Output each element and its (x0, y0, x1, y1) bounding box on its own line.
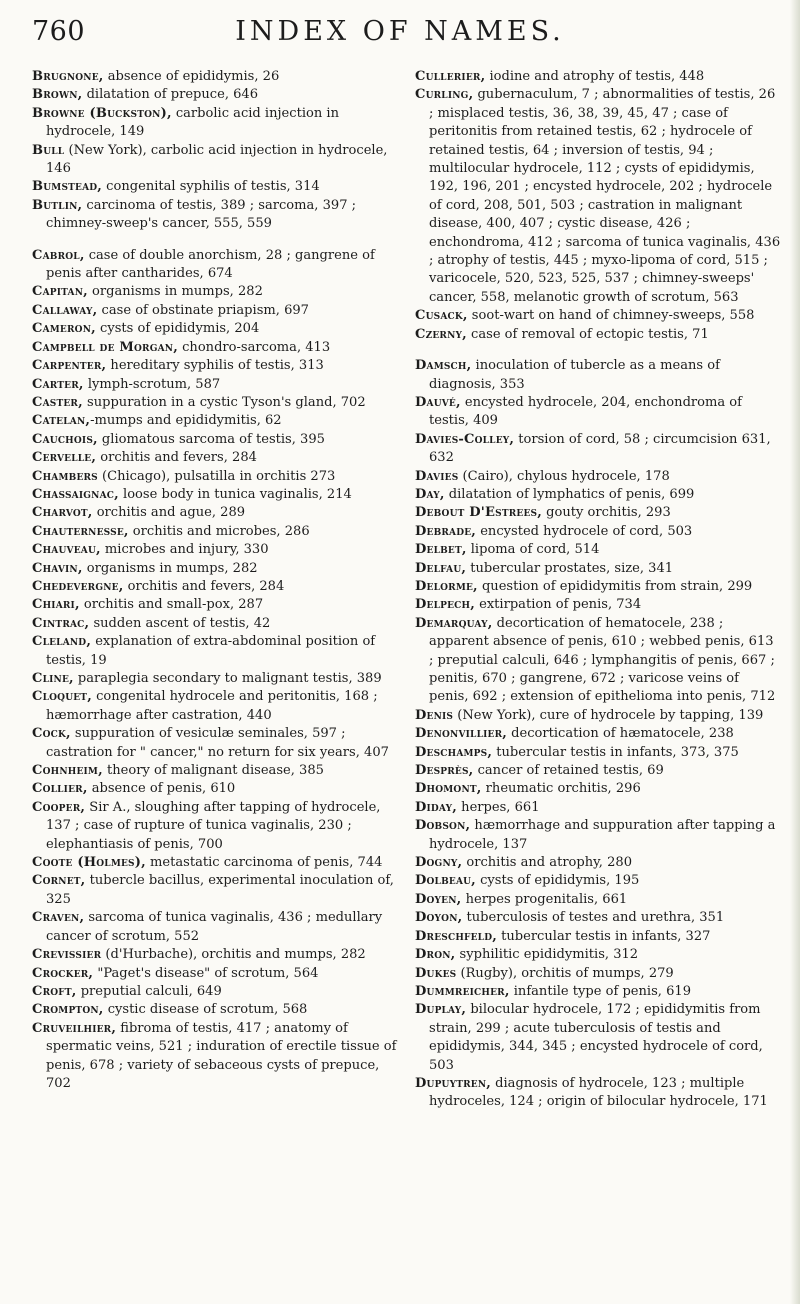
index-entry (415, 326, 782, 344)
entry-text: iodine and atrophy of testis, 448 (485, 69, 705, 84)
index-entry (32, 983, 399, 1001)
entry-name: Delorme, (415, 578, 478, 594)
entry-name: Dhomont, (415, 781, 482, 797)
entry-text: syphilitic epididymitis, 312 (455, 947, 639, 963)
index-entry (32, 412, 399, 430)
entry-name: Debrade, (415, 523, 477, 539)
entry-text: (New York), cure of hydrocele by tapping, 139 (453, 707, 764, 723)
index-entry (32, 68, 399, 86)
entry-text: hæmorrhage and suppuration after tapping a hydrocele, 137 (429, 818, 776, 852)
page-edge (790, 0, 800, 1304)
index-entry (32, 670, 399, 688)
entry-text: gouty orchitis, 293 (541, 505, 671, 521)
entry-name: Chavin, (32, 560, 83, 576)
entry-text: bilocular hydrocele, 172 ; epididymitis from strain, 299 ; acute tuberculosis of testis and epididymis, 344, 345 ; encysted hydrocele of cord, 503 (429, 1002, 763, 1073)
entry-name: Chassaignac, (32, 486, 119, 502)
index-entry (32, 615, 399, 633)
index-entry (415, 560, 782, 578)
index-entry (32, 965, 399, 983)
entry-name: Crocker, (32, 965, 94, 981)
entry-text: orchitis and ague, 289 (92, 505, 246, 521)
index-entry (32, 596, 399, 614)
entry-text: sarcoma of tunica vaginalis, 436 ; medullary cancer of scrotum, 552 (46, 910, 383, 944)
index-entry (415, 468, 782, 486)
index-entry (415, 504, 782, 522)
entry-name: Davies (415, 468, 459, 484)
entry-text: infantile type of penis, 619 (509, 983, 691, 999)
entry-name: Denonvillier, (415, 726, 508, 742)
index-entry (415, 854, 782, 872)
index-entry (415, 615, 782, 707)
index-entry (32, 376, 399, 394)
entry-text: orchitis and microbes, 286 (128, 523, 310, 539)
entry-name: Curling, (415, 87, 474, 103)
index-entry (32, 486, 399, 504)
entry-name: Butlin, (32, 197, 83, 213)
entry-text: cysts of epididymis, 204 (95, 321, 260, 337)
entry-text: decortication of hæmatocele, 238 (507, 726, 734, 742)
page-header (32, 10, 768, 50)
entry-name: Crevissier (32, 947, 102, 963)
entry-text: dilatation of lymphatics of penis, 699 (444, 486, 695, 502)
entry-name: Damsch, (415, 358, 472, 374)
entry-text: orchitis and atrophy, 280 (462, 855, 632, 871)
entry-name: Davies-Colley, (415, 431, 515, 447)
index-entry (415, 86, 782, 307)
entry-name: Cruveilhier, (32, 1020, 117, 1036)
index-column-right (415, 68, 782, 1294)
entry-name: Coote (Holmes), (32, 855, 146, 871)
entry-text: carbolic acid injection in hydrocele, 149 (46, 105, 339, 140)
entry-name: Callaway, (32, 302, 98, 318)
index-entry (415, 523, 782, 541)
index-entry (32, 725, 399, 762)
index-entry (32, 1001, 399, 1019)
entry-text: congenital syphilis of testis, 314 (102, 179, 320, 195)
entry-name: Cline, (32, 671, 74, 686)
entry-name: Delpech, (415, 597, 475, 613)
entry-text: (Cairo), chylous hydrocele, 178 (458, 468, 670, 484)
entry-text: tubercular testis in infants, 373, 375 (492, 744, 739, 760)
entry-name: Cabrol, (32, 247, 85, 263)
index-entry (415, 780, 782, 798)
entry-text: rheumatic orchitis, 296 (481, 781, 641, 797)
entry-text: sudden ascent of testis, 42 (89, 615, 271, 631)
entry-name: Crompton, (32, 1002, 104, 1018)
index-entry (415, 909, 782, 927)
entry-name: Dobson, (415, 818, 471, 834)
entry-name: Delfau, (415, 560, 467, 576)
entry-name: Cock, (32, 726, 71, 742)
entry-text: cancer of retained testis, 69 (473, 763, 664, 779)
page-title: INDEX OF NAMES. (235, 16, 565, 47)
index-entry (415, 928, 782, 946)
entry-name: Catelan, (32, 413, 91, 429)
index-entry (32, 872, 399, 909)
entry-name: Doyon, (415, 910, 463, 926)
entry-text: encysted hydrocele, 204, enchondroma of testis, 409 (429, 394, 742, 429)
entry-name: Capitan, (32, 284, 88, 300)
index-entry (32, 320, 399, 338)
entry-name: Cleland, (32, 634, 92, 650)
index-entry (32, 560, 399, 578)
index-entry (415, 1075, 782, 1112)
entry-text: suppuration in a cystic Tyson's gland, 702 (82, 394, 366, 410)
index-entry (32, 431, 399, 449)
index-entry (32, 633, 399, 670)
entry-name: Duplay, (415, 1002, 467, 1018)
entry-text: suppuration of vesiculæ seminales, 597 ; castration for " cancer," no return for six years, 407 (46, 726, 389, 760)
entry-name: Dupuytren, (415, 1075, 492, 1091)
entry-text: orchitis and fevers, 284 (123, 578, 285, 594)
entry-name: Chambers (32, 468, 98, 484)
index-entry (415, 762, 782, 780)
entry-text: case of removal of ectopic testis, 71 (466, 326, 709, 342)
entry-text: cystic disease of scrotum, 568 (103, 1002, 308, 1018)
index-entry (32, 946, 399, 964)
index-entry (32, 302, 399, 320)
index-entry (32, 688, 399, 725)
entry-name: Doyen, (415, 891, 462, 907)
page-number: 760 (32, 16, 86, 47)
index-entry (415, 357, 782, 394)
entry-text: explanation of extra-abdominal position of testis, 19 (46, 634, 376, 668)
entry-text: orchitis and fevers, 284 (96, 450, 257, 466)
entry-text: fibroma of testis, 417 ; anatomy of spermatic veins, 521 ; induration of erectile tissue of penis, 678 ; variety of sebaceous cysts of prepuce, 702 (46, 1020, 397, 1091)
entry-name: Carter, (32, 376, 84, 392)
entry-text: metastatic carcinoma of penis, 744 (145, 855, 383, 871)
entry-text: tubercular testis in infants, 327 (496, 928, 711, 944)
entry-text: (Rugby), orchitis of mumps, 279 (456, 965, 674, 981)
entry-name: Campbell de Morgan, (32, 339, 178, 355)
entry-name: Dukes (415, 965, 457, 981)
entry-text: hereditary syphilis of testis, 313 (106, 358, 324, 374)
entry-name: Croft, (32, 983, 77, 999)
entry-text: tubercular prostates, size, 341 (466, 560, 674, 576)
index-entry (32, 468, 399, 486)
entry-text: decortication of hematocele, 238 ; apparent absence of penis, 610 ; webbed penis, 613 ; preputial calculi, 646 ; lymphangitis of penis, 667 ; penitis, 670 ; gangrene, 672 ; varicose veins of penis, 692 ; extension of epithelioma into penis, 712 (429, 615, 776, 705)
index-entry (415, 891, 782, 909)
index-entry (32, 197, 399, 234)
entry-name: Czerny, (415, 326, 467, 342)
entry-text: extirpation of penis, 734 (474, 597, 642, 613)
entry-text: paraplegia secondary to malignant testis, 389 (73, 671, 382, 686)
entry-text: tuberculosis of testes and urethra, 351 (462, 910, 725, 926)
entry-text: theory of malignant disease, 385 (102, 763, 324, 779)
entry-name: Dolbeau, (415, 873, 476, 889)
entry-text: case of double anorchism, 28 ; gangrene of penis after cantharides, 674 (46, 247, 375, 282)
entry-name: Cameron, (32, 321, 96, 337)
index-entry (32, 504, 399, 522)
entry-name: Deschamps, (415, 744, 493, 760)
entry-text: Sir A., sloughing after tapping of hydrocele, 137 ; case of rupture of tunica vaginalis, 230 ; elephantiasis of penis, 700 (46, 799, 381, 852)
entry-text: carcinoma of testis, 389 ; sarcoma, 397 ; chimney-sweep's cancer, 555, 559 (46, 197, 357, 232)
entry-text: soot-wart on hand of chimney-sweeps, 558 (467, 308, 755, 324)
entry-text: absence of penis, 610 (87, 781, 236, 797)
index-entry (415, 965, 782, 983)
entry-name: Cooper, (32, 799, 86, 815)
entry-name: Dron, (415, 947, 456, 963)
entry-name: Chedevergne, (32, 578, 124, 594)
entry-name: Denis (415, 707, 454, 723)
entry-text: encysted hydrocele of cord, 503 (476, 523, 693, 539)
index-entry (32, 909, 399, 946)
index-entry (32, 541, 399, 559)
entry-name: Cusack, (415, 308, 468, 324)
entry-name: Dauvé, (415, 394, 461, 410)
entry-text: case of obstinate priapism, 697 (97, 302, 309, 318)
index-entry (415, 307, 782, 325)
entry-name: Browne (Buckston), (32, 105, 172, 121)
index-entry (415, 578, 782, 596)
entry-text: (d'Hurbache), orchitis and mumps, 282 (101, 947, 366, 963)
entry-text: lipoma of cord, 514 (466, 542, 600, 558)
entry-text: microbes and injury, 330 (100, 542, 269, 558)
entry-text: gliomatous sarcoma of testis, 395 (97, 431, 325, 447)
index-entry (32, 780, 399, 798)
entry-text: loose body in tunica vaginalis, 214 (118, 486, 352, 502)
index-entry (32, 105, 399, 142)
entry-text: absence of epididymis, 26 (103, 69, 280, 84)
entry-name: Dummreicher, (415, 983, 510, 999)
index-entry (415, 707, 782, 725)
entry-text: organisms in mumps, 282 (87, 284, 263, 300)
entry-name: Dogny, (415, 855, 463, 871)
index-entry (415, 983, 782, 1001)
entry-text: -mumps and epididymitis, 62 (90, 413, 282, 429)
entry-name: Dreschfeld, (415, 928, 497, 944)
index-entry (415, 725, 782, 743)
entry-name: Bull (32, 142, 65, 158)
entry-name: Cauchois, (32, 431, 98, 447)
index-entry (415, 394, 782, 431)
entry-name: Chiari, (32, 597, 80, 613)
index-column-left (32, 68, 399, 1294)
index-entry (415, 596, 782, 614)
entry-name: Cloquet, (32, 689, 92, 705)
entry-text: cysts of epididymis, 195 (475, 873, 640, 889)
index-entry (32, 799, 399, 854)
entry-name: Brown, (32, 87, 83, 103)
index-entry (32, 283, 399, 301)
index-entry (415, 946, 782, 964)
entry-text: congenital hydrocele and peritonitis, 168 ; hæmorrhage after castration, 440 (46, 689, 378, 723)
index-entry (415, 744, 782, 762)
entry-name: Craven, (32, 910, 85, 926)
index-entry (415, 1001, 782, 1075)
entry-text: chondro-sarcoma, 413 (177, 339, 331, 355)
index-entry (415, 431, 782, 468)
entry-text: preputial calculi, 649 (76, 983, 222, 999)
entry-text: (Chicago), pulsatilla in orchitis 273 (97, 468, 336, 484)
entry-name: Brugnone, (32, 69, 104, 84)
index-entry (415, 486, 782, 504)
entry-text: dilatation of prepuce, 646 (82, 87, 259, 103)
index-columns (32, 68, 782, 1294)
entry-name: Day, (415, 486, 445, 502)
entry-name: Cervelle, (32, 450, 97, 466)
index-entry (32, 247, 399, 284)
entry-name: Cullerier, (415, 69, 486, 84)
entry-name: Cornet, (32, 873, 86, 889)
entry-text: inoculation of tubercle as a means of diagnosis, 353 (429, 358, 720, 392)
index-entry (32, 449, 399, 467)
entry-name: Demarquay, (415, 615, 493, 631)
entry-text: "Paget's disease" of scrotum, 564 (93, 965, 319, 981)
entry-name: Collier, (32, 781, 88, 797)
entry-text: organisms in mumps, 282 (82, 560, 258, 576)
entry-name: Carpenter, (32, 358, 107, 374)
entry-name: Diday, (415, 799, 458, 815)
entry-name: Charvot, (32, 505, 93, 521)
entry-name: Desprès, (415, 763, 474, 779)
index-entry (32, 854, 399, 872)
index-entry (32, 578, 399, 596)
entry-name: Bumstead, (32, 179, 103, 195)
entry-text: (New York), carbolic acid injection in hydrocele, 146 (46, 142, 388, 177)
index-entry (415, 799, 782, 817)
entry-text: orchitis and small-pox, 287 (79, 597, 264, 613)
entry-name: Delbet, (415, 542, 467, 558)
entry-text: gubernaculum, 7 ; abnormalities of testis, 26 ; misplaced testis, 36, 38, 39, 45, 47 ; case of peritonitis from retained testis, 62 ; hydrocele of retained testis, 64 ; inversion of testis, 94 ; multilocular hydrocele, 112 ; cysts of epididymis, 192, 196, 201 ; encysted hydrocele, 202 ; hydrocele of cord, 208, 501, 503 ; castration in malignant disease, 400, 407 ; cystic disease, 426 ; enchondroma, 412 ; sarcoma of tunica vaginalis, 436 ; atrophy of testis, 445 ; myxo-lipoma of cord, 515 ; varicocele, 520, 523, 525, 537 ; chimney-sweeps' cancer, 558, melanotic growth of scrotum, 563 (429, 87, 781, 305)
index-entry (32, 762, 399, 780)
entry-text: diagnosis of hydrocele, 123 ; multiple hydroceles, 124 ; origin of bilocular hydrocele, 171 (429, 1075, 768, 1110)
index-entry (32, 339, 399, 357)
entry-text: torsion of cord, 58 ; circumcision 631, 632 (429, 431, 771, 466)
index-entry (32, 357, 399, 375)
entry-name: Caster, (32, 394, 83, 410)
index-entry (32, 394, 399, 412)
entry-text: question of epididymitis from strain, 299 (477, 578, 753, 594)
entry-text: tubercle bacillus, experimental inoculation of, 325 (46, 873, 394, 907)
entry-name: Debout D'Estrees, (415, 505, 542, 521)
entry-name: Cintrac, (32, 615, 90, 631)
index-entry (32, 1020, 399, 1094)
index-entry (32, 178, 399, 196)
entry-text: lymph-scrotum, 587 (83, 376, 221, 392)
entry-name: Chauternesse, (32, 523, 129, 539)
index-entry (415, 541, 782, 559)
index-entry (415, 817, 782, 854)
index-entry (415, 872, 782, 890)
entry-text: herpes progenitalis, 661 (461, 891, 628, 907)
entry-text: herpes, 661 (457, 799, 540, 815)
entry-name: Cohnheim, (32, 763, 103, 779)
index-entry (32, 86, 399, 104)
index-entry (32, 523, 399, 541)
entry-name: Chauveau, (32, 542, 101, 558)
index-entry (415, 68, 782, 86)
index-entry (32, 142, 399, 179)
